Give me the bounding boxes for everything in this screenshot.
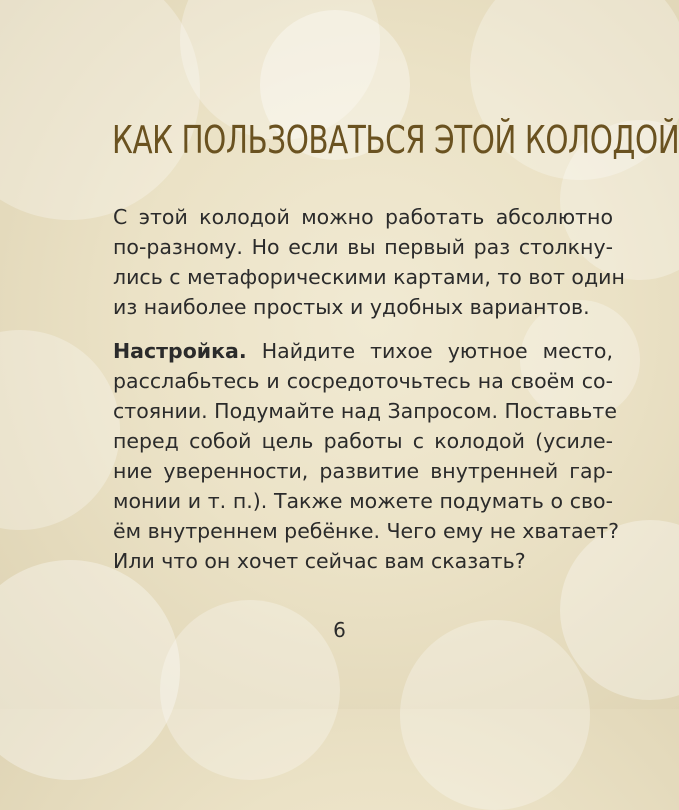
page-number: 6 [333,618,346,642]
text-line: С этой колодой можно работать абсолютно [113,205,613,229]
text-line [113,336,613,366]
page-heading: КАК ПОЛЬЗОВАТЬСЯ ЭТОЙ КОЛОДОЙ [112,118,679,162]
paragraph-setup [113,336,619,576]
text-line: лись с метафорическими картами, то вот один [113,265,625,289]
text-line: монии и т. п.). Также можете подумать о сво- [113,489,613,513]
text-line: ём внутреннем ребёнке. Чего ему не хватает? [113,519,619,543]
text-line: перед собой цель работы с колодой (усиле- [113,429,613,453]
text-line: по-разному. Но если вы первый раз столкну- [113,235,613,259]
text-line: расслабьтесь и сосредоточьтесь на своём со- [113,369,613,393]
setup-lead: Настройка. [113,339,247,363]
body-text [113,202,625,590]
text-line: стоянии. Подумайте над Запросом. Поставьте [113,399,617,423]
text-line: из наиболее простых и удобных вариантов. [113,295,590,319]
text-line: Или что он хочет сейчас вам сказать? [113,549,526,573]
paragraph-intro [113,202,625,322]
text-line: ние уверенности, развитие внутренней гар- [113,459,613,483]
setup-first-line: Найдите тихое уютное место, [246,339,613,363]
